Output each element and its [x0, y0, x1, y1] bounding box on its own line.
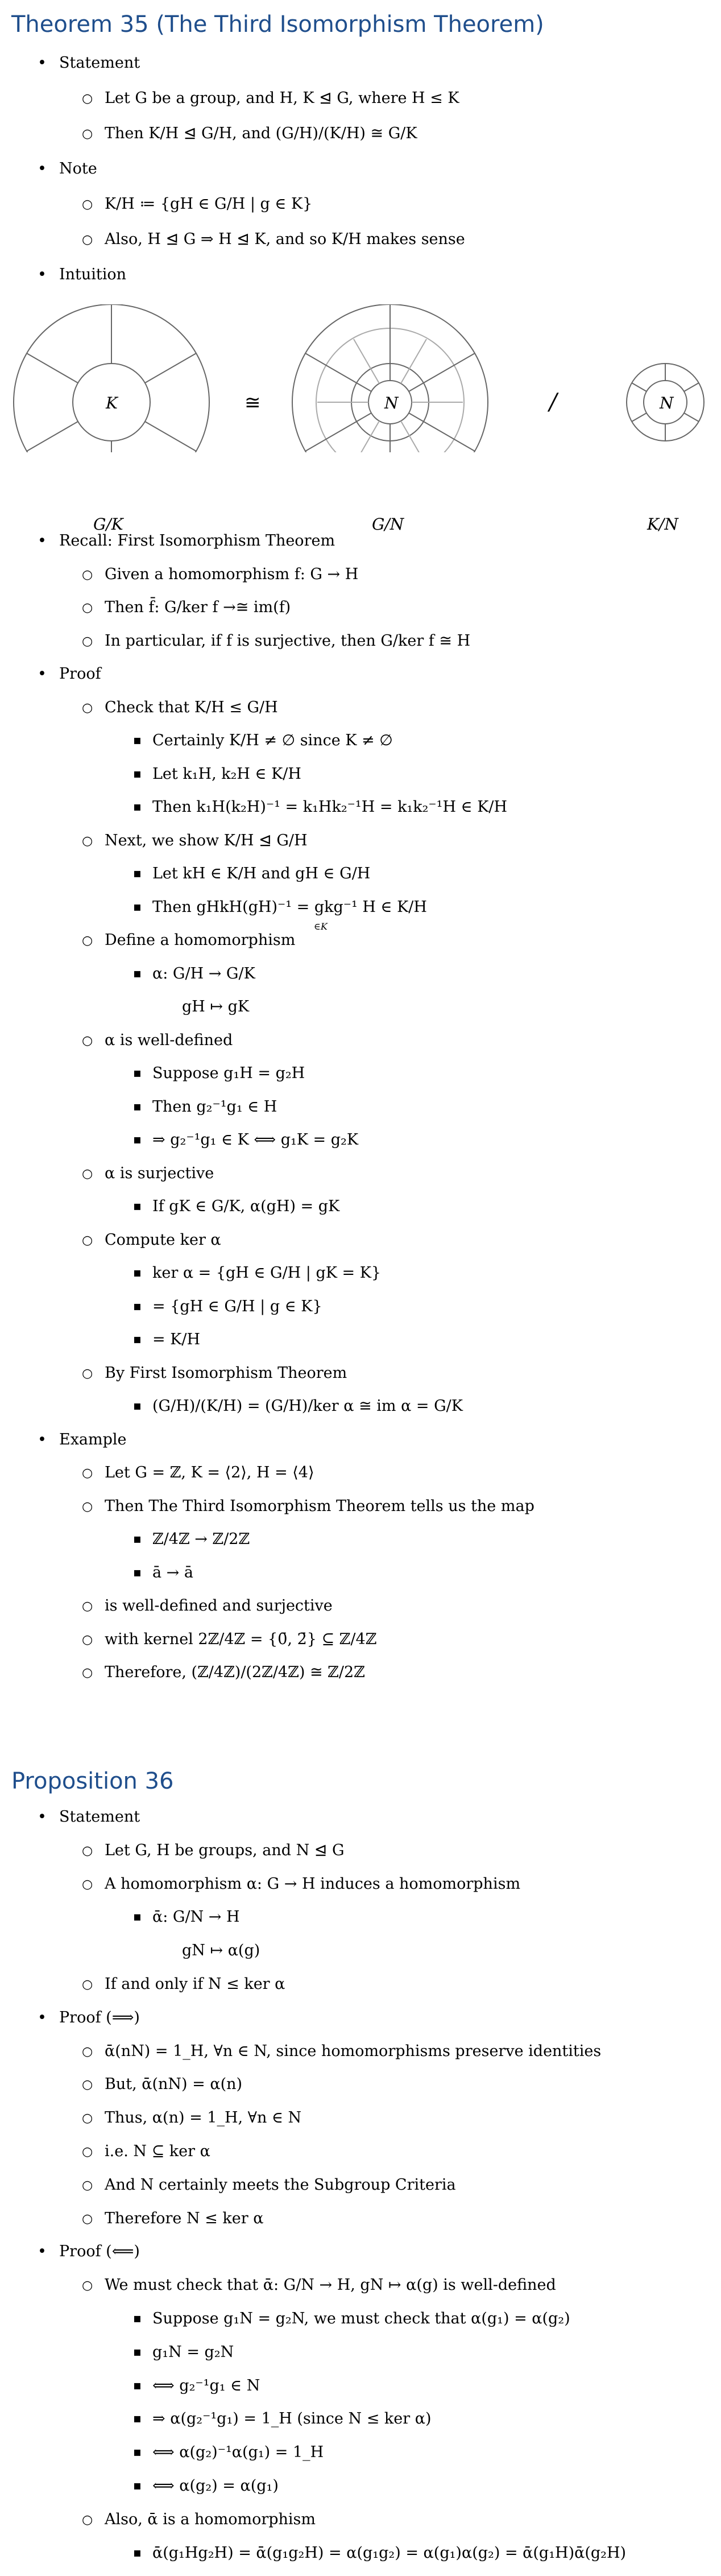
intuition-figure [0, 304, 721, 452]
lines2-line-7: ▪ Let k₁H, k₂H ∈ K/H [152, 765, 301, 783]
lines2-line-25: ▪ = K/H [152, 1331, 200, 1349]
lines2-line-26: ○ By First Isomorphism Theorem [105, 1364, 347, 1382]
lines2-line-3: ○ In particular, if f is surjective, then G/ker f ≅ H [105, 632, 470, 650]
lines2-line-15: gH ↦ gK [182, 998, 250, 1015]
quotient-slash: / [549, 389, 557, 415]
lines3-line-22: ▪ ᾱ(g₁Hg₂H) = ᾱ(g₁g₂H) = α(g₁g₂) = α(g₁)α(g₂) = ᾱ(g₁H)ᾱ(g₂H) [152, 2544, 626, 2562]
lines3-line-17: ▪ ⟺ g₂⁻¹g₁ ∈ N [152, 2377, 260, 2395]
lines2-line-16: ○ α is well-defined [105, 1031, 233, 1050]
caption-k-over-n: K/N [647, 515, 678, 534]
lines3-line-13: • Proof (⟸) [59, 2243, 140, 2261]
lines3-line-7: ○ ᾱ(nN) = 1_H, ∀n ∈ N, since homomorphisms preserve identities [105, 2042, 601, 2061]
lines2-line-9: ○ Next, we show K/H ⊴ G/H [105, 832, 308, 850]
lines3-line-1: ○ Let G, H be groups, and N ⊴ G [105, 1842, 345, 1860]
lines3-line-10: ○ i.e. N ⊆ ker α [105, 2142, 210, 2161]
lines3-line-15: ▪ Suppose g₁N = g₂N, we must check that α(g₁) = α(g₂) [152, 2310, 570, 2328]
lines3-line-4: gN ↦ α(g) [182, 1942, 260, 1960]
figure-label-n-right: N [660, 394, 674, 412]
lines2-line-32: ▪ ā → ā [152, 1564, 193, 1582]
caption-g-over-n: G/N [372, 515, 404, 534]
lines3-line-2: ○ A homomorphism α: G → H induces a homomorphism [105, 1875, 520, 1893]
lines2-line-28: • Example [59, 1431, 127, 1449]
lines3-line-0: • Statement [59, 1808, 140, 1826]
lines3-line-18: ▪ ⇒ α(g₂⁻¹g₁) = 1_H (since N ≤ ker α) [152, 2410, 432, 2428]
lines2-line-23: ▪ ker α = {gH ∈ G/H | gK = K} [152, 1264, 381, 1282]
lines-line-6: • Intuition [59, 266, 126, 284]
lines3-line-3: ▪ ᾱ: G/N → H [152, 1908, 240, 1926]
lines3-line-12: ○ Therefore N ≤ ker α [105, 2210, 263, 2228]
lines2-line-22: ○ Compute ker α [105, 1231, 221, 1249]
lines3-line-14: ○ We must check that ᾱ: G/N → H, gN ↦ α(g) is well-defined [105, 2276, 556, 2294]
lines2-line-14: ▪ α: G/H → G/K [152, 965, 255, 983]
lines3-line-20: ▪ ⟺ α(g₂) = α(g₁) [152, 2477, 279, 2495]
lines2-line-17: ▪ Suppose g₁H = g₂H [152, 1064, 305, 1083]
lines2-line-18: ▪ Then g₂⁻¹g₁ ∈ H [152, 1098, 277, 1116]
lines2-line-33: ○ is well-defined and surjective [105, 1597, 333, 1615]
lines2-line-35: ○ Therefore, (ℤ/4ℤ)/(2ℤ/4ℤ) ≅ ℤ/2ℤ [105, 1663, 365, 1682]
wheel-left [14, 304, 209, 452]
lines-line-5: ○ Also, H ⊴ G ⇒ H ⊴ K, and so K/H makes sense [105, 230, 465, 249]
lines2-line-10: ▪ Let kH ∈ K/H and gH ∈ G/H [152, 865, 370, 883]
lines2-line-1: ○ Given a homomorphism f: G → H [105, 565, 358, 584]
lines3-line-6: • Proof (⟹) [59, 2009, 140, 2027]
lines-line-3: • Note [59, 160, 97, 178]
figure-label-n-mid: N [384, 394, 399, 412]
lines3-line-9: ○ Thus, α(n) = 1_H, ∀n ∈ N [105, 2109, 301, 2127]
lines2-line-12: ∈K [314, 920, 328, 932]
lines3-line-11: ○ And N certainly meets the Subgroup Criteria [105, 2176, 456, 2194]
lines3-line-8: ○ But, ᾱ(nN) = α(n) [105, 2075, 242, 2094]
wheel-middle [292, 304, 488, 452]
proposition-title: Proposition 36 [11, 1768, 174, 1794]
lines2-line-8: ▪ Then k₁H(k₂H)⁻¹ = k₁Hk₂⁻¹H = k₁k₂⁻¹H ∈ K/H [152, 798, 507, 816]
lines2-line-24: ▪ = {gH ∈ G/H | g ∈ K} [152, 1298, 322, 1316]
lines-line-0: • Statement [59, 54, 140, 72]
lines3-line-19: ▪ ⟺ α(g₂)⁻¹α(g₁) = 1_H [152, 2443, 324, 2462]
lines2-line-11: ▪ Then gHkH(gH)⁻¹ = gkg⁻¹ H ∈ K/H [152, 898, 427, 917]
lines2-line-34: ○ with kernel 2ℤ/4ℤ = {0̄, 2̄} ⊆ ℤ/4ℤ [105, 1630, 376, 1649]
lines2-line-0: • Recall: First Isomorphism Theorem [59, 532, 335, 550]
lines3-line-21: ○ Also, ᾱ is a homomorphism [105, 2511, 316, 2529]
lines2-line-27: ▪ (G/H)/(K/H) = (G/H)/ker α ≅ im α = G/K [152, 1397, 463, 1415]
isomorphic-symbol: ≅ [245, 391, 261, 414]
lines2-line-20: ○ α is surjective [105, 1165, 214, 1183]
lines2-line-4: • Proof [59, 665, 101, 683]
theorem-title: Theorem 35 (The Third Isomorphism Theorem) [11, 11, 544, 38]
lines2-line-30: ○ Then The Third Isomorphism Theorem tells us the map [105, 1497, 534, 1516]
lines2-line-2: ○ Then f̄: G/ker f →≅ im(f) [105, 598, 291, 617]
lines2-line-6: ▪ Certainly K/H ≠ ∅ since K ≠ ∅ [152, 732, 393, 750]
lines3-line-16: ▪ g₁N = g₂N [152, 2343, 234, 2362]
lines2-line-29: ○ Let G = ℤ, K = ⟨2⟩, H = ⟨4⟩ [105, 1464, 314, 1482]
lines2-line-13: ○ Define a homomorphism [105, 931, 295, 950]
lines-line-4: ○ K/H ≔ {gH ∈ G/H | g ∈ K} [105, 195, 312, 213]
lines2-line-31: ▪ ℤ/4ℤ → ℤ/2ℤ [152, 1530, 250, 1549]
caption-g-over-k: G/K [93, 515, 123, 534]
lines2-line-21: ▪ If gK ∈ G/K, α(gH) = gK [152, 1198, 339, 1216]
lines-line-2: ○ Then K/H ⊴ G/H, and (G/H)/(K/H) ≅ G/K [105, 125, 417, 143]
lines2-line-19: ▪ ⇒ g₂⁻¹g₁ ∈ K ⟺ g₁K = g₂K [152, 1131, 358, 1149]
lines3-line-5: ○ If and only if N ≤ ker α [105, 1975, 285, 1993]
lines2-line-5: ○ Check that K/H ≤ G/H [105, 699, 278, 717]
figure-label-k: K [106, 394, 118, 412]
lines-line-1: ○ Let G be a group, and H, K ⊴ G, where H ≤ K [105, 89, 459, 108]
